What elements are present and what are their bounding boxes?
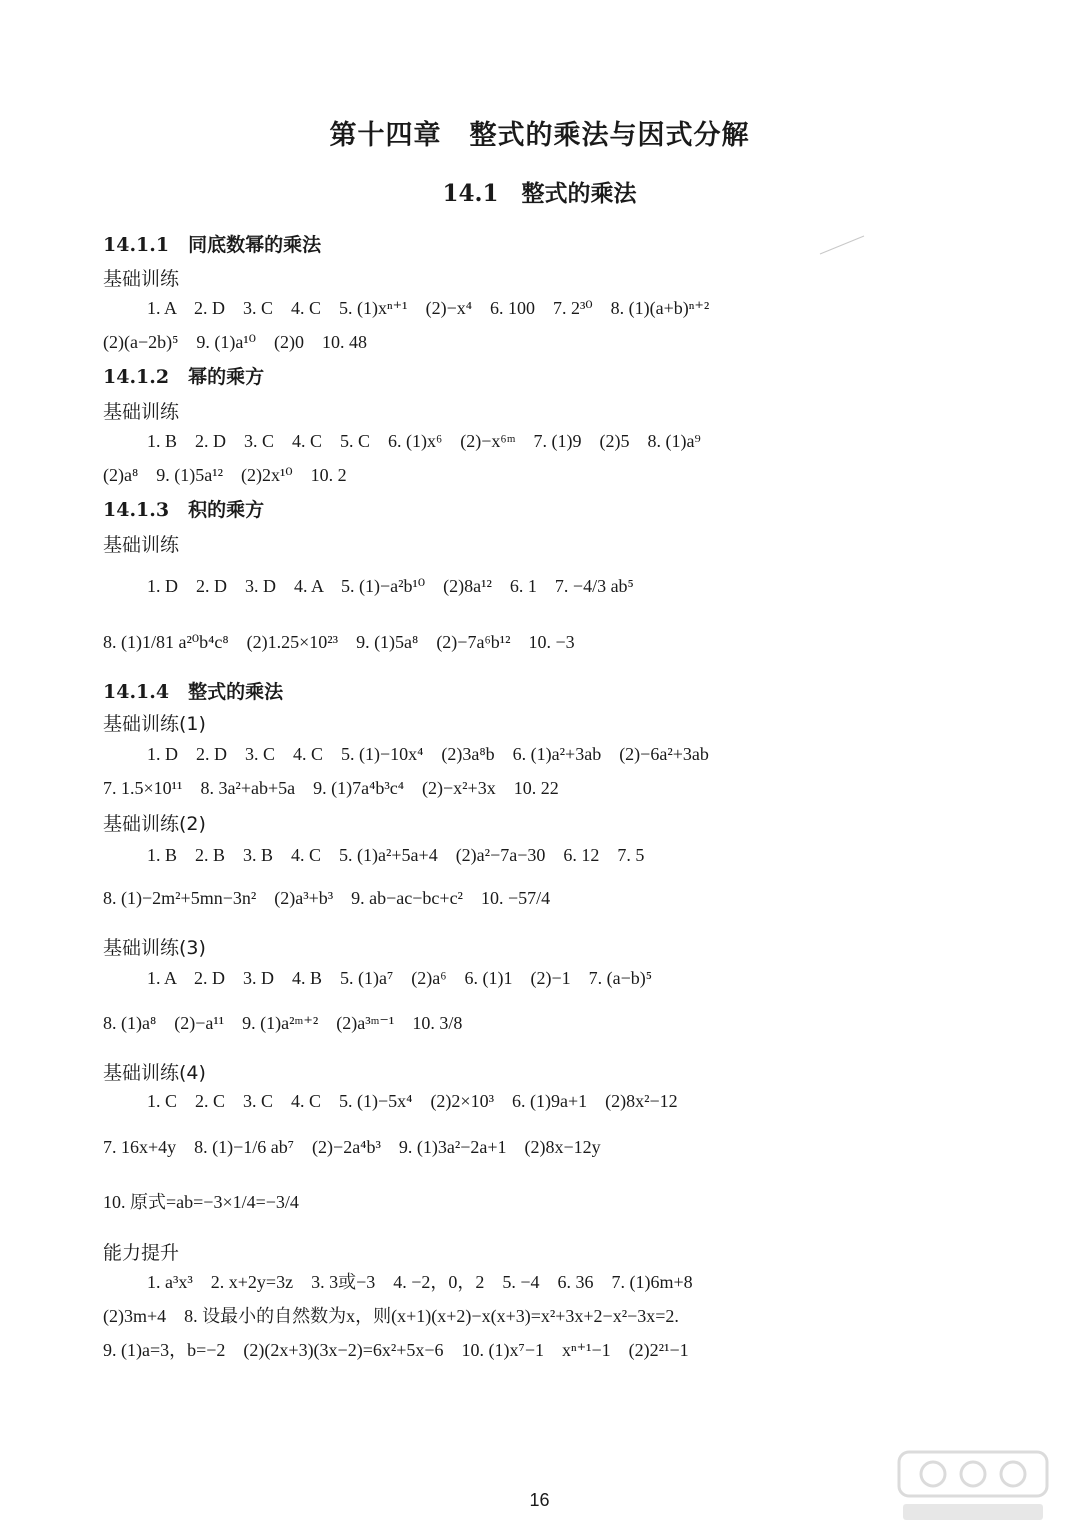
answer-line: 1. C 2. C 3. C 4. C 5. (1)−5x⁴ (2)2×10³ 6. (1)9a+1 (2)8x²−12 <box>147 1091 678 1111</box>
answer-line: 1. a³x³ 2. x+2y=3z 3. 3或−3 4. −2，0，2 5. −4 6. 36 7. (1)6m+8 <box>147 1272 693 1292</box>
exercise-heading: 基础训练(2) <box>103 813 206 835</box>
answer-line: 1. D 2. D 3. D 4. A 5. (1)−a²b¹⁰ (2)8a¹² 6. 1 7. −4/3 ab⁵ <box>147 576 634 596</box>
exercise-heading: 基础训练(3) <box>103 937 206 959</box>
answer-line: 1. A 2. D 3. D 4. B 5. (1)a⁷ (2)a⁶ 6. (1)1 (2)−1 7. (a−b)⁵ <box>147 968 653 988</box>
subsection-heading: 14.1.3 积的乘方 <box>103 499 265 521</box>
answer-line: 1. B 2. B 3. B 4. C 5. (1)a²+5a+4 (2)a²−7a−30 6. 12 7. 5 <box>147 845 645 865</box>
exercise-heading: 基础训练 <box>103 401 180 423</box>
answer-line: 7. 16x+4y 8. (1)−1/6 ab⁷ (2)−2a⁴b³ 9. (1)3a²−2a+1 (2)8x−12y <box>103 1137 601 1157</box>
subsection-heading: 14.1.4 整式的乘法 <box>103 681 284 703</box>
section-title: 14.1 整式的乘法 <box>442 180 637 207</box>
answer-line: 8. (1)−2m²+5mn−3n² (2)a³+b³ 9. ab−ac−bc+c² 10. −57/4 <box>103 888 551 908</box>
answer-line: (2)a⁸ 9. (1)5a¹² (2)2x¹⁰ 10. 2 <box>103 465 347 485</box>
chapter-title: 第十四章 整式的乘法与因式分解 <box>329 120 750 151</box>
exercise-heading: 基础训练 <box>103 268 180 290</box>
exercise-heading: 基础训练 <box>103 534 180 556</box>
subsection-heading: 14.1.1 同底数幂的乘法 <box>103 234 322 256</box>
answer-line: 1. A 2. D 3. C 4. C 5. (1)xⁿ⁺¹ (2)−x⁴ 6. 100 7. 2³⁰ 8. (1)(a+b)ⁿ⁺² <box>147 298 710 318</box>
exercise-heading: 能力提升 <box>103 1242 180 1264</box>
answer-line: 1. D 2. D 3. C 4. C 5. (1)−10x⁴ (2)3a⁸b 6. (1)a²+3ab (2)−6a²+3ab <box>147 744 709 764</box>
answer-line: 9. (1)a=3，b=−2 (2)(2x+3)(3x−2)=6x²+5x−6 10. (1)x⁷−1 xⁿ⁺¹−1 (2)2²¹−1 <box>103 1340 689 1360</box>
page-number: 16 <box>529 1490 550 1510</box>
answer-line: (2)(a−2b)⁵ 9. (1)a¹⁰ (2)0 10. 48 <box>103 332 367 352</box>
answer-line: (2)3m+4 8. 设最小的自然数为x，则(x+1)(x+2)−x(x+3)=x²+3x+2−x²−3x=2. <box>103 1306 679 1326</box>
answer-line: 7. 1.5×10¹¹ 8. 3a²+ab+5a 9. (1)7a⁴b³c⁴ (2)−x²+3x 10. 22 <box>103 778 559 798</box>
answer-line: 8. (1)1/81 a²⁰b⁴c⁸ (2)1.25×10²³ 9. (1)5a⁸ (2)−7a⁶b¹² 10. −3 <box>103 632 575 652</box>
watermark-logo-icon <box>893 1446 1053 1526</box>
exercise-heading: 基础训练(1) <box>103 713 206 735</box>
pen-stroke-mark <box>818 234 866 256</box>
subsection-heading: 14.1.2 幂的乘方 <box>103 366 265 388</box>
exercise-heading: 基础训练(4) <box>103 1062 206 1084</box>
answer-line: 10. 原式=ab=−3×1/4=−3/4 <box>103 1192 299 1212</box>
answer-line: 8. (1)a⁸ (2)−a¹¹ 9. (1)a²ᵐ⁺² (2)a³ᵐ⁻¹ 10. 3/8 <box>103 1013 463 1033</box>
answer-line: 1. B 2. D 3. C 4. C 5. C 6. (1)x⁶ (2)−x⁶ᵐ 7. (1)9 (2)5 8. (1)a⁹ <box>147 431 701 451</box>
